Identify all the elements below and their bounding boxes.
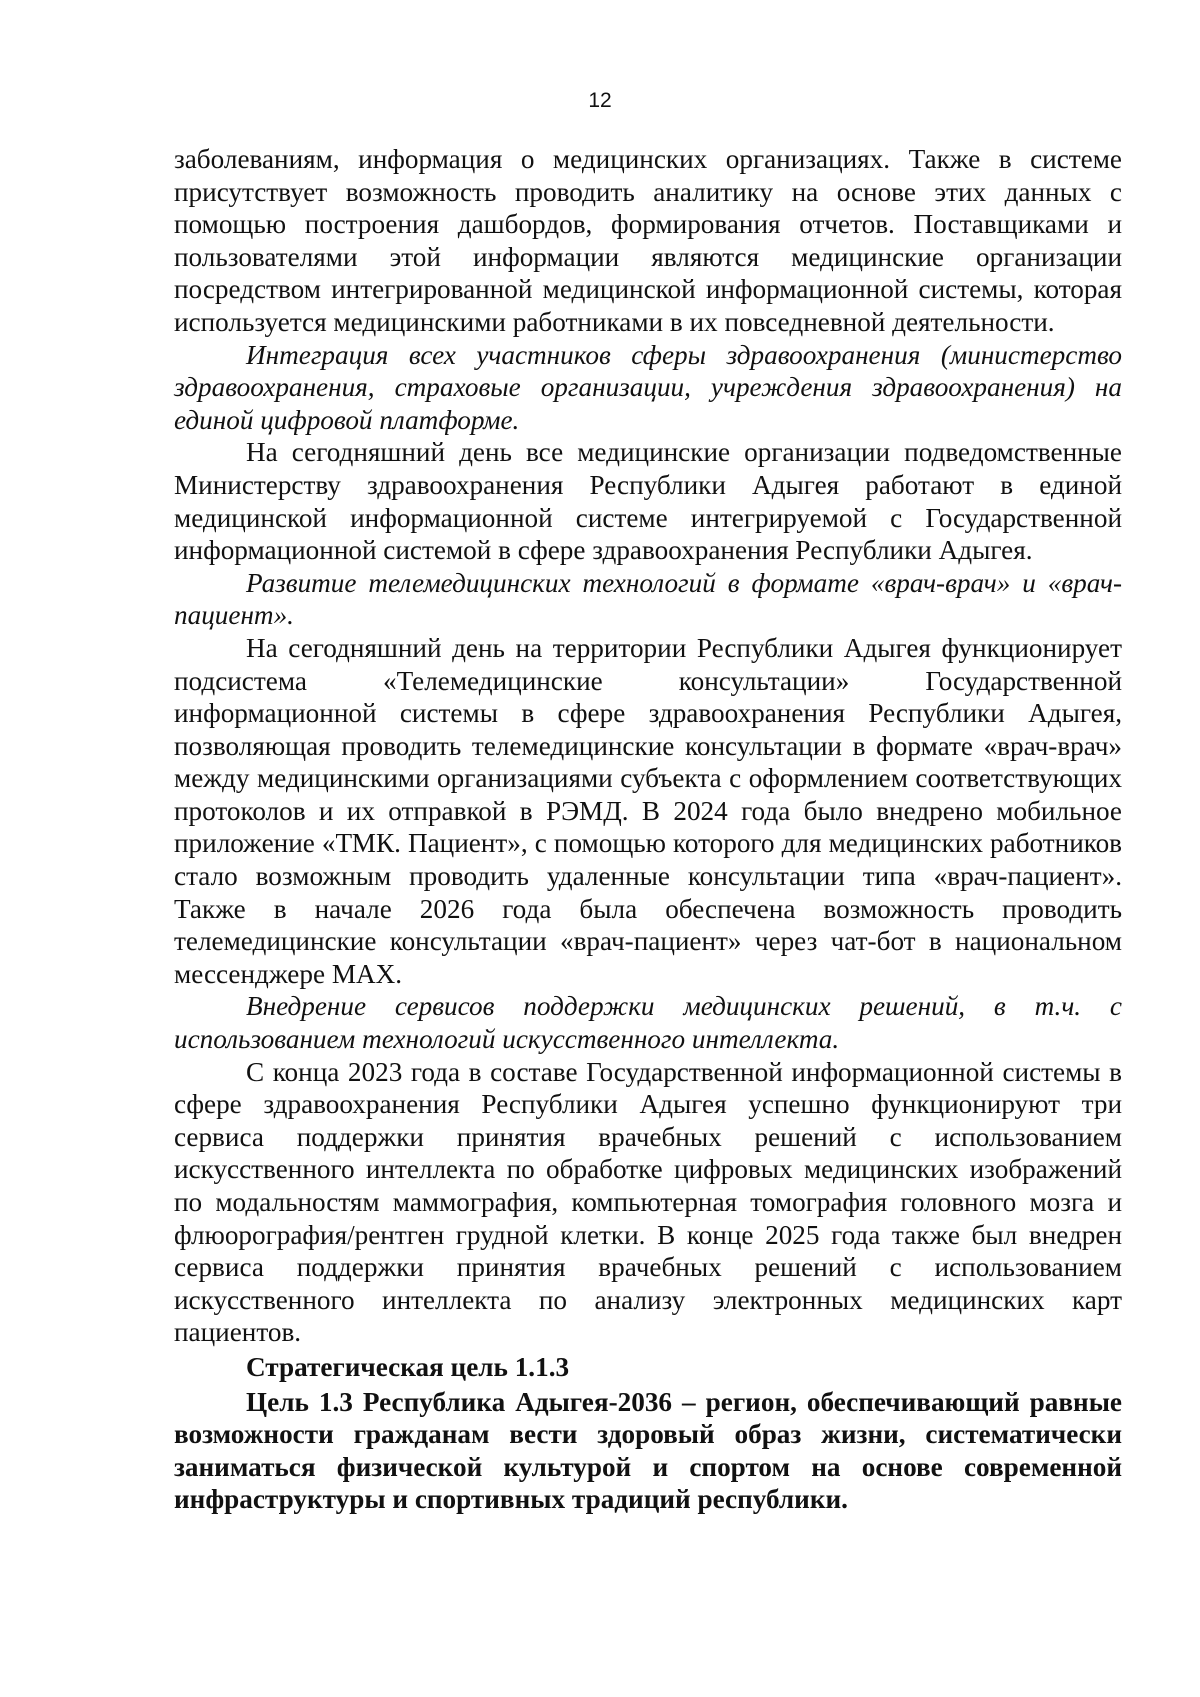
page-number: 12 bbox=[588, 89, 612, 112]
subheading-ai-services: Внедрение сервисов поддержки медицинских решений, в т.ч. с использованием технологий искусственного интеллекта. bbox=[174, 991, 1122, 1055]
paragraph-ai-services: С конца 2023 года в составе Государственной информационной системы в сфере здравоохранения Республики Адыгея успешно функционируют три сервиса поддержки принятия врачебных решений с использованием искусственного интеллекта по обработке цифровых медицинских изображений по модальностям маммография, компьютерная томография головного мозга и флюорография/рентген грудной клетки. В конце 2025 года также был внедрен сервиса поддержки принятия врачебных решений с использованием искусственного интеллекта по анализу электронных медицинских карт пациентов. bbox=[174, 1056, 1122, 1348]
paragraph-ehr-analytics: заболеваниям, информация о медицинских организациях. Также в системе присутствует возможность проводить аналитику на основе этих данных с помощью построения дашбордов, формирования отчетов. Поставщиками и пользователями этой информации являются медицинские организации посредством интегрированной медицинской информационной системы, которая используется медицинскими работниками в их повседневной деятельности. bbox=[174, 144, 1122, 337]
strategic-goal-heading: Стратегическая цель 1.1.3 bbox=[246, 1351, 570, 1382]
goal-1-3-statement: Цель 1.3 Республика Адыгея-2036 – регион, обеспечивающий равные возможности гражданам вести здоровый образ жизни, систематически заниматься физической культурой и спортом на основе современной инфраструктуры и спортивных традиций республики. bbox=[174, 1386, 1122, 1515]
paragraph-unified-mis: На сегодняшний день все медицинские организации подведомственные Министерству здравоохранения Республики Адыгея работают в единой медицинской информационной системе интегрируемой с Государственной информационной системой в сфере здравоохранения Республики Адыгея. bbox=[174, 437, 1122, 566]
subheading-telemedicine: Развитие телемедицинских технологий в формате «врач-врач» и «врач-пациент». bbox=[174, 567, 1122, 631]
document-body bbox=[174, 143, 1122, 1516]
paragraph-telemedicine: На сегодняшний день на территории Республики Адыгея функционирует подсистема «Телемедицинские консультации» Государственной информационной системы в сфере здравоохранения Республики Адыгея, позволяющая проводить телемедицинские консультации в формате «врач-врач» между медицинскими организациями субъекта с оформлением соответствующих протоколов и их отправкой в РЭМД. В 2024 года было внедрено мобильное приложение «ТМК. Пациент», с помощью которого для медицинских работников стало возможным проводить удаленные консультации типа «врач-пациент». Также в начале 2026 года была обеспечена возможность проводить телемедицинские консультации «врач-пациент» через чат-бот в национальном мессенджере MAX. bbox=[174, 632, 1122, 989]
subheading-platform-integration: Интеграция всех участников сферы здравоохранения (министерство здравоохранения, страховые организации, учреждения здравоохранения) на единой цифровой платформе. bbox=[174, 339, 1122, 435]
